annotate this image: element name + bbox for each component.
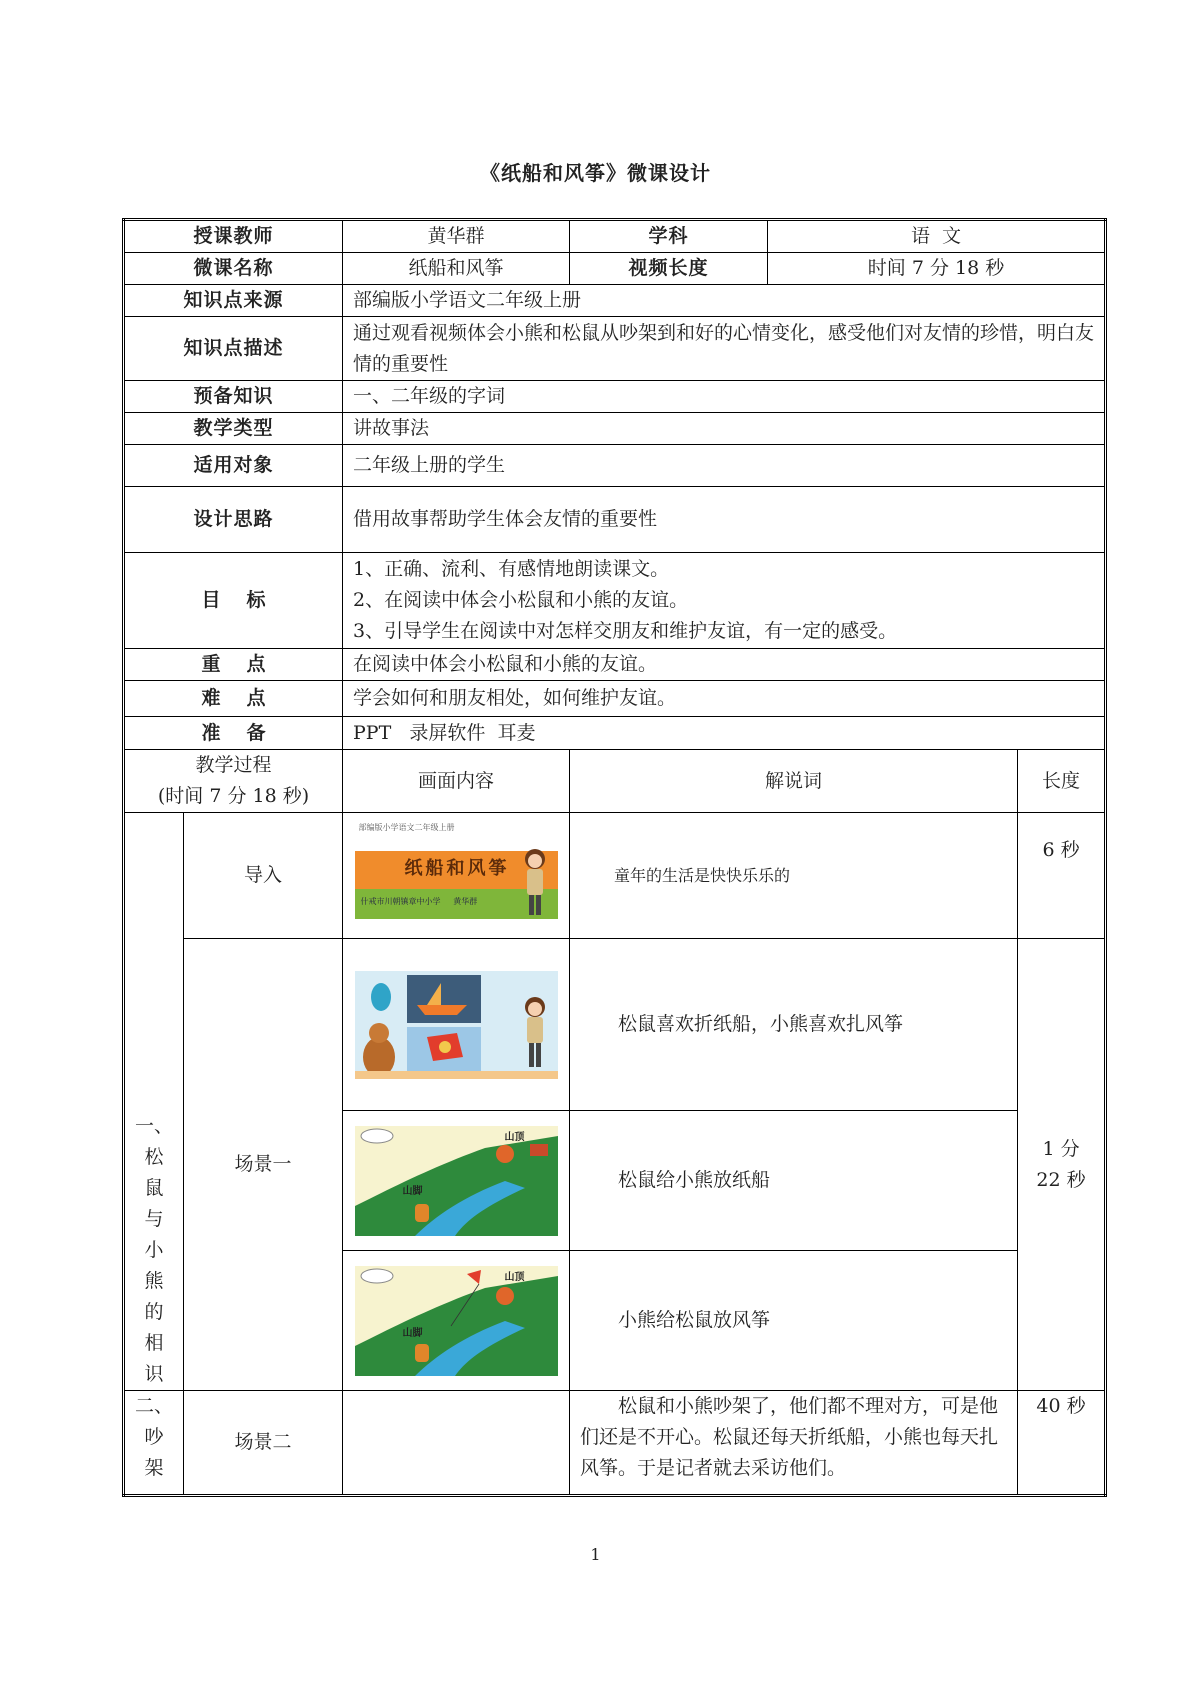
prep-value: PPT 录屏软件 耳麦	[343, 717, 1106, 750]
length-label: 视频长度	[570, 253, 768, 285]
col-narration-header: 解说词	[570, 750, 1018, 813]
row-key	[124, 649, 1106, 681]
subject-value: 语 文	[768, 220, 1106, 253]
scene1-length-minutes: 1 分	[1042, 1137, 1080, 1160]
row-desc	[124, 317, 1106, 381]
section-1-label	[124, 813, 184, 1391]
section-1-char: 的	[144, 1301, 164, 1323]
teacher-figure-icon	[515, 847, 555, 917]
design-label: 设计思路	[124, 487, 343, 553]
section-2-char: 架	[144, 1457, 164, 1479]
row-goals	[124, 553, 1106, 649]
key-value: 在阅读中体会小松鼠和小熊的友谊。	[343, 649, 1106, 681]
section-1-char: 相	[144, 1332, 164, 1354]
page-number: 1	[590, 1545, 601, 1564]
section-2-char: 二、	[134, 1395, 173, 1417]
scene1-narration-3: 小熊给松鼠放风筝	[570, 1251, 1018, 1391]
col-length-header: 长度	[1018, 750, 1106, 813]
row-audience	[124, 445, 1106, 487]
goal-item: 1、正确、流利、有感情地朗读课文。	[353, 558, 670, 580]
document-title: 《纸船和风筝》微课设计	[480, 161, 711, 185]
teacher-value: 黄华群	[343, 220, 570, 253]
intro-narration: 童年的生活是快快乐乐的	[570, 813, 1018, 939]
intro-thumbnail-cell	[343, 813, 570, 939]
row-prior	[124, 381, 1106, 413]
scene1-narration-1: 松鼠喜欢折纸船，小熊喜欢扎风筝	[570, 939, 1018, 1111]
hard-label: 难点	[124, 681, 343, 717]
prior-label: 预备知识	[124, 381, 343, 413]
row-intro	[124, 813, 1106, 939]
row-process-header	[124, 750, 1106, 813]
row-hard	[124, 681, 1106, 717]
key-label: 重点	[124, 649, 343, 681]
process-header-line2: (时间 7 分 18 秒)	[157, 785, 310, 807]
scene1-length-seconds: 22 秒	[1036, 1168, 1086, 1191]
row-source	[124, 285, 1106, 317]
course-value: 纸船和风筝	[343, 253, 570, 285]
paper-boat-photo	[407, 975, 481, 1023]
section-1-char: 一、	[134, 1115, 173, 1137]
row-design	[124, 487, 1106, 553]
intro-thumbnail	[355, 817, 558, 935]
row-scene2	[124, 1391, 1106, 1496]
mountain-scene-icon	[355, 1126, 558, 1236]
section-2-char: 吵	[144, 1426, 164, 1448]
section-1-char: 熊	[144, 1270, 164, 1292]
mountain-foot-label: 山脚	[402, 1327, 423, 1339]
goals-list	[343, 553, 1106, 649]
scene1-length	[1018, 939, 1106, 1391]
goal-item: 3、引导学生在阅读中对怎样交朋友和维护友谊，有一定的感受。	[353, 620, 898, 642]
design-value: 借用故事帮助学生体会友情的重要性	[343, 487, 1106, 553]
section-1-char: 识	[144, 1363, 164, 1385]
section-1-char: 与	[144, 1208, 164, 1230]
scene1-thumbnail-2	[355, 1126, 558, 1236]
thumb-subtitle: 部编版小学语文二年级上册	[358, 822, 455, 832]
scene2-length: 40 秒	[1018, 1391, 1106, 1496]
scene2-screen-cell	[343, 1391, 570, 1496]
goal-label: 目标	[124, 553, 343, 649]
section-1-char: 鼠	[144, 1177, 164, 1199]
section-1-char: 松	[144, 1146, 164, 1168]
type-value: 讲故事法	[343, 413, 1106, 445]
prep-label: 准备	[124, 717, 343, 750]
scene2-narration: 松鼠和小熊吵架了，他们都不理对方，可是他们还是不开心。松鼠还每天折纸船，小熊也每天扎风筝。于是记者就去采访他们。	[570, 1391, 1018, 1496]
process-header	[124, 750, 343, 813]
scene1-thumbnail-3	[355, 1266, 558, 1376]
prior-value: 一、二年级的字词	[343, 381, 1106, 413]
desc-label: 知识点描述	[124, 317, 343, 381]
section-2-label	[124, 1391, 184, 1496]
mountain-top-label: 山顶	[504, 1271, 525, 1283]
teacher-label: 授课教师	[124, 220, 343, 253]
scene1-thumbnail-cell-2	[343, 1111, 570, 1251]
scene1-thumbnail-cell-3	[343, 1251, 570, 1391]
desc-value: 通过观看视频体会小熊和松鼠从吵架到和好的心情变化，感受他们对友情的珍惜，明白友情的重要性	[343, 317, 1106, 381]
scene1-thumbnail-1	[355, 971, 558, 1079]
subject-label: 学科	[570, 220, 768, 253]
source-value: 部编版小学语文二年级上册	[343, 285, 1106, 317]
scene1-narration-2: 松鼠给小熊放纸船	[570, 1111, 1018, 1251]
scene1-thumbnail-cell-1	[343, 939, 570, 1111]
audience-value: 二年级上册的学生	[343, 445, 1106, 487]
thumb-title: 纸船和风筝	[404, 857, 510, 879]
col-screen-header: 画面内容	[343, 750, 570, 813]
intro-length: 6 秒	[1018, 813, 1106, 939]
squirrel-bear-icon	[357, 977, 403, 1077]
row-teacher	[124, 220, 1106, 253]
type-label: 教学类型	[124, 413, 343, 445]
row-prep	[124, 717, 1106, 750]
row-course	[124, 253, 1106, 285]
scene1-label: 场景一	[184, 939, 343, 1391]
mountain-foot-label: 山脚	[402, 1185, 423, 1197]
teacher-figure-icon	[515, 995, 555, 1075]
mountain-kite-scene-icon	[355, 1266, 558, 1376]
audience-label: 适用对象	[124, 445, 343, 487]
row-scene1-a	[124, 939, 1106, 1111]
paper-boat-icon	[407, 975, 481, 1023]
hard-value: 学会如何和朋友相处，如何维护友谊。	[343, 681, 1106, 717]
thumb-ground	[355, 1071, 558, 1079]
thumb-school: 什戒市川朝镇章中小学 黄华群	[360, 896, 478, 906]
length-value: 时间 7 分 18 秒	[768, 253, 1106, 285]
goal-item: 2、在阅读中体会小松鼠和小熊的友谊。	[353, 589, 689, 611]
course-label: 微课名称	[124, 253, 343, 285]
row-type	[124, 413, 1106, 445]
scene2-label: 场景二	[184, 1391, 343, 1496]
intro-label: 导入	[184, 813, 343, 939]
kite-photo	[407, 1027, 481, 1077]
lesson-design-table	[122, 218, 1107, 1497]
process-header-line1: 教学过程	[195, 754, 272, 776]
section-1-char: 小	[144, 1239, 164, 1261]
source-label: 知识点来源	[124, 285, 343, 317]
kite-icon	[407, 1027, 481, 1077]
mountain-top-label: 山顶	[504, 1131, 525, 1143]
